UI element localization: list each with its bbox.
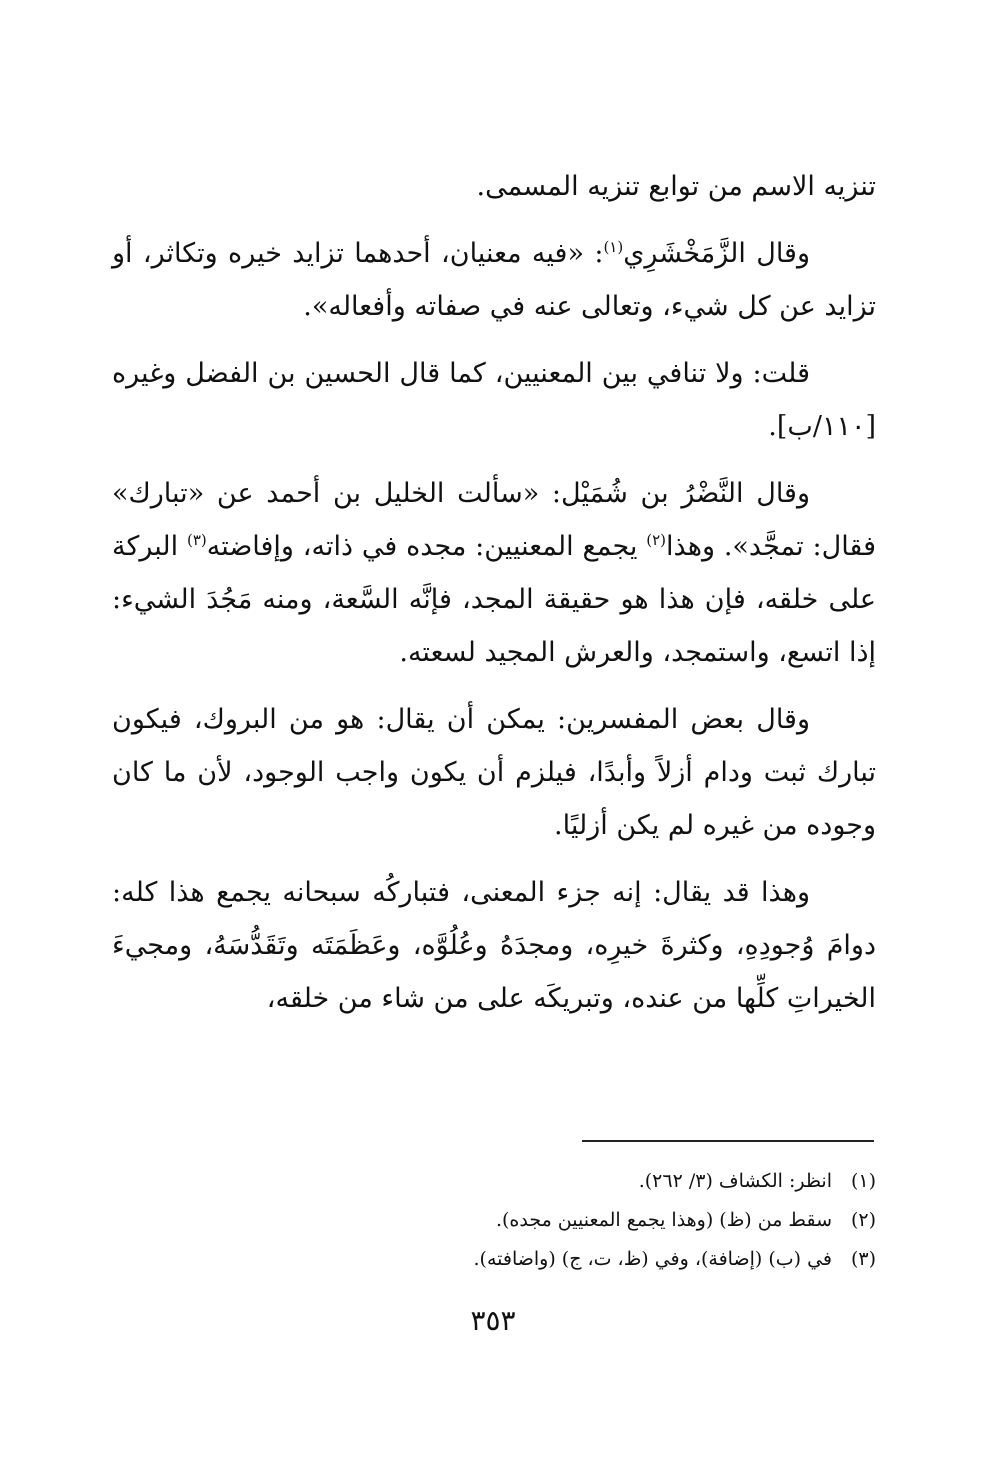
body-paragraph [112, 227, 876, 333]
footnote-2 [112, 1201, 876, 1240]
body-paragraph [112, 467, 876, 679]
paragraph-text: وقال النَّضْرُ بن شُمَيْل: «سألت الخليل بن أحمد عن «تبارك» فقال: تمجَّد». وهذا [112, 478, 876, 562]
main-text-block [112, 160, 876, 1039]
paragraph-text: البركة على خلقه، فإن هذا هو حقيقة المجد، فإنَّه السَّعة، ومنه مَجُدَ الشيء: إذا اتسع، واستمجد، والعرش المجيد لسعته. [112, 531, 876, 668]
page-number: ٣٥٣ [470, 1304, 516, 1337]
paragraph-text: يجمع المعنيين: مجده في ذاته، وإفاضته [206, 531, 647, 562]
footnote-marker: (١) [603, 238, 624, 256]
footnote-number: (١) [850, 1170, 876, 1192]
footnote-text: انظر: الكشاف (٣/ ٢٦٢). [638, 1170, 832, 1192]
footnotes-block [112, 1162, 876, 1279]
body-paragraph [112, 347, 876, 453]
footnote-number: (٢) [850, 1209, 876, 1231]
footnote-marker: (٢) [646, 531, 667, 549]
body-paragraph [112, 693, 876, 852]
footnote-number: (٣) [850, 1248, 876, 1270]
footnote-separator [582, 1140, 874, 1142]
paragraph-text: تنزيه الاسم من توابع تنزيه المسمى. [476, 171, 876, 202]
paragraph-text: : «فيه معنيان، أحدهما تزايد خيره وتكاثر، أو تزايد عن كل شيء، وتعالى عنه في صفاته وأفعاله». [112, 238, 876, 322]
paragraph-text: وقال بعض المفسرين: يمكن أن يقال: هو من البروك، فيكون تبارك ثبت ودام أزلاً وأبدًا، فيلزم أن يكون واجب الوجود، لأن ما كان وجوده من غيره لم يكن أزليًا. [112, 704, 876, 841]
footnote-3 [112, 1240, 876, 1279]
footnote-marker: (٣) [186, 531, 207, 549]
body-paragraph [112, 160, 876, 213]
footnote-text: سقط من (ظ) (وهذا يجمع المعنيين مجده). [495, 1209, 832, 1231]
paragraph-text: وقال الزَّمَخْشَرِي [623, 238, 810, 269]
footnote-text: في (ب) (إضافة)، وفي (ظ، ت، ج) (واضافته). [473, 1248, 832, 1270]
paragraph-text: قلت: ولا تنافي بين المعنيين، كما قال الحسين بن الفضل وغيره [١١٠/ب]. [112, 358, 876, 442]
body-paragraph [112, 866, 876, 1025]
footnote-1 [112, 1162, 876, 1201]
paragraph-text: وهذا قد يقال: إنه جزء المعنى، فتباركُه سبحانه يجمع هذا كله: دوامَ وُجودِهِ، وكثرةَ خيرِه، ومجدَهُ وعُلُوَّه، وعَظَمَتَه وتَقَدُّسَهُ، ومجيءَ الخيراتِ كلِّها من عنده، وتبريكَه على من شاء من خلقه، [112, 877, 876, 1014]
